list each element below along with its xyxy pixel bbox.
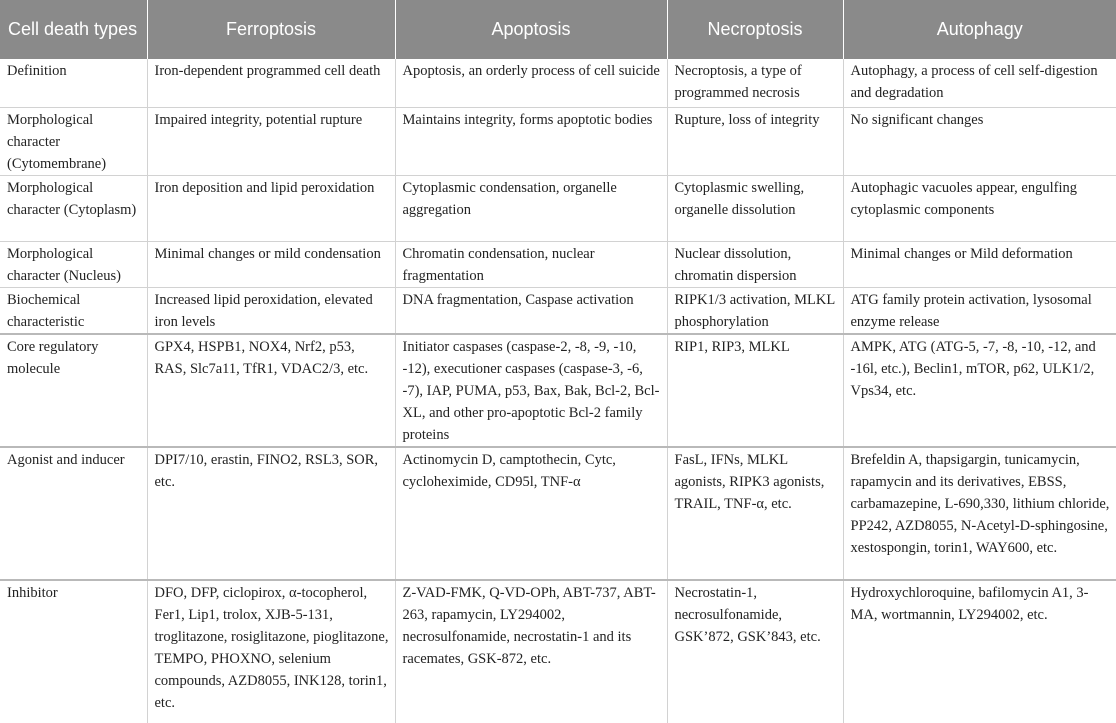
- header-autophagy: Autophagy: [843, 0, 1116, 59]
- cell-necroptosis: RIPK1/3 activation, MLKL phosphorylation: [667, 287, 843, 334]
- row-morphology-cytomembrane: [0, 107, 1116, 175]
- cell-apoptosis: Chromatin condensation, nuclear fragmentation: [395, 241, 667, 287]
- cell-necroptosis: RIP1, RIP3, MLKL: [667, 334, 843, 447]
- row-morphology-cytoplasm: [0, 175, 1116, 241]
- cell-ferroptosis: Iron deposition and lipid peroxidation: [147, 175, 395, 241]
- row-morphology-nucleus: [0, 241, 1116, 287]
- cell-ferroptosis: DFO, DFP, ciclopirox, α-tocopherol, Fer1, Lip1, trolox, XJB-5-131, troglitazone, rosiglitazone, pioglitazone, TEMPO, PHOXNO, selenium compounds, AZD8055, INK128, torin1, etc.: [147, 580, 395, 723]
- cell-ferroptosis: Impaired integrity, potential rupture: [147, 107, 395, 175]
- cell-apoptosis: Actinomycin D, camptothecin, Cytc, cycloheximide, CD95l, TNF-α: [395, 447, 667, 580]
- cell-autophagy: Autophagic vacuoles appear, engulfing cytoplasmic components: [843, 175, 1116, 241]
- cell-ferroptosis: Increased lipid peroxidation, elevated iron levels: [147, 287, 395, 334]
- header-apoptosis: Apoptosis: [395, 0, 667, 59]
- row-label: Morphological character (Cytoplasm): [0, 175, 147, 241]
- cell-necroptosis: Nuclear dissolution, chromatin dispersion: [667, 241, 843, 287]
- cell-necroptosis: Rupture, loss of integrity: [667, 107, 843, 175]
- cell-autophagy: AMPK, ATG (ATG-5, -7, -8, -10, -12, and -16l, etc.), Beclin1, mTOR, p62, ULK1/2, Vps34, etc.: [843, 334, 1116, 447]
- header-necroptosis: Necroptosis: [667, 0, 843, 59]
- row-core-regulatory-molecule: [0, 334, 1116, 447]
- row-label: Definition: [0, 59, 147, 107]
- cell-apoptosis: Initiator caspases (caspase-2, -8, -9, -10, -12), executioner caspases (caspase-3, -6, -7), IAP, PUMA, p53, Bax, Bak, Bcl-2, Bcl-XL, and other pro-apoptotic Bcl-2 family proteins: [395, 334, 667, 447]
- cell-necroptosis: Necroptosis, a type of programmed necrosis: [667, 59, 843, 107]
- cell-apoptosis: Maintains integrity, forms apoptotic bodies: [395, 107, 667, 175]
- cell-necroptosis: Cytoplasmic swelling, organelle dissolution: [667, 175, 843, 241]
- row-agonist-and-inducer: [0, 447, 1116, 580]
- row-inhibitor: [0, 580, 1116, 723]
- row-biochemical-characteristic: [0, 287, 1116, 334]
- cell-ferroptosis: DPI7/10, erastin, FINO2, RSL3, SOR, etc.: [147, 447, 395, 580]
- header-cell-death-types: Cell death types: [0, 0, 147, 59]
- row-label: Inhibitor: [0, 580, 147, 723]
- cell-apoptosis: Cytoplasmic condensation, organelle aggregation: [395, 175, 667, 241]
- cell-autophagy: Minimal changes or Mild deformation: [843, 241, 1116, 287]
- cell-autophagy: Brefeldin A, thapsigargin, tunicamycin, rapamycin and its derivatives, EBSS, carbamazepine, L-690,330, lithium chloride, PP242, AZD8055, N-Acetyl-D-sphingosine, xestospongin, torin1, WAY600, etc.: [843, 447, 1116, 580]
- row-label: Agonist and inducer: [0, 447, 147, 580]
- cell-autophagy: Hydroxychloroquine, bafilomycin A1, 3-MA, wortmannin, LY294002, etc.: [850, 584, 1089, 623]
- cell-autophagy: Autophagy, a process of cell self-digestion and degradation: [843, 59, 1116, 107]
- table-body: [0, 59, 1116, 723]
- row-definition: [0, 59, 1116, 107]
- cell-apoptosis: Z-VAD-FMK, Q-VD-OPh, ABT-737, ABT-263, rapamycin, LY294002, necrosulfonamide, necrostatin-1 and its racemates, GSK-872, etc.: [395, 580, 667, 723]
- header-row: [0, 0, 1116, 59]
- cell-necroptosis: Necrostatin-1, necrosulfonamide, GSK’872, GSK’843, etc.: [667, 580, 843, 723]
- row-label: Morphological character (Nucleus): [0, 241, 147, 287]
- row-label: Core regulatory molecule: [0, 334, 147, 447]
- cell-ferroptosis: Iron-dependent programmed cell death: [147, 59, 395, 107]
- header-ferroptosis: Ferroptosis: [147, 0, 395, 59]
- table-header: [0, 0, 1116, 59]
- cell-apoptosis: Apoptosis, an orderly process of cell suicide: [395, 59, 667, 107]
- cell-ferroptosis: Minimal changes or mild condensation: [147, 241, 395, 287]
- cell-apoptosis: DNA fragmentation, Caspase activation: [395, 287, 667, 334]
- cell-necroptosis: FasL, IFNs, MLKL agonists, RIPK3 agonists, TRAIL, TNF-α, etc.: [667, 447, 843, 580]
- cell-autophagy: ATG family protein activation, lysosomal enzyme release: [843, 287, 1116, 334]
- cell-ferroptosis: GPX4, HSPB1, NOX4, Nrf2, p53, RAS, Slc7a11, TfR1, VDAC2/3, etc.: [147, 334, 395, 447]
- cell-autophagy: No significant changes: [843, 107, 1116, 175]
- row-label: Morphological character (Cytomembrane): [0, 107, 147, 175]
- row-label: Biochemical characteristic: [0, 287, 147, 334]
